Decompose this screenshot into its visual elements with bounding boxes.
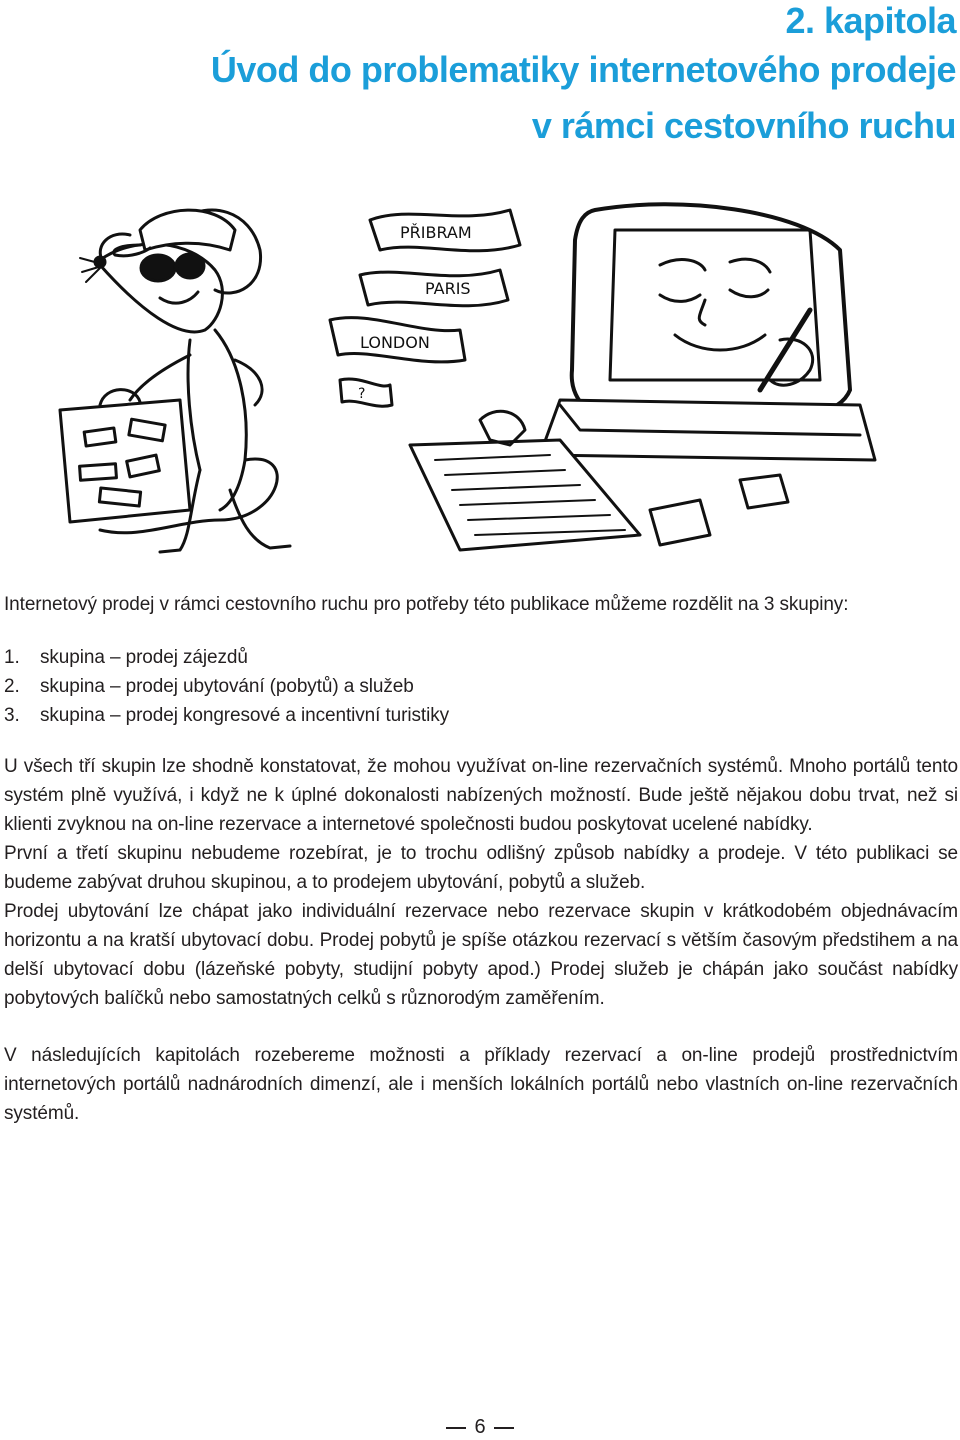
groups-list [4, 643, 958, 730]
list-item [4, 672, 958, 701]
list-item-text: skupina – prodej ubytování (pobytů) a služeb [40, 676, 414, 697]
sign-pribram: PŘIBRAM [400, 223, 472, 242]
page-number-value: 6 [474, 1416, 486, 1438]
paragraph-3: Prodej ubytování lze chápat jako individuální rezervace nebo rezervace skupin v krátkodobém objednávacím horizontu a na kratší ubytovací dobu. Prodej pobytů je spíše otázkou rezervací s větším časovým předstihem a na delší ubytovací dobu (lázeňské pobyty, studijní pobyty apod.) Prodej služeb je chápán jako součást nabídky pobytových balíčků nebo samostatných celků s různorodým zaměřením. [4, 901, 958, 1009]
list-item-text: skupina – prodej zájezdů [40, 647, 248, 668]
mouse-figure [60, 210, 290, 552]
main-content [4, 590, 958, 1128]
sign-question: ? [358, 386, 366, 402]
chapter-header [211, 0, 956, 154]
paragraph-4: V následujících kapitolách rozebereme možnosti a příklady rezervací a on-line prodejů prostřednictvím internetových portálů nadnárodních dimenzí, ale i menších lokálních portálů nebo vlastních on-line rezervačních systémů. [4, 1045, 958, 1124]
list-item-number: 1. [4, 647, 20, 668]
list-item-number: 3. [4, 705, 20, 726]
paragraph-1: U všech tří skupin lze shodně konstatovat, že mohou využívat on-line rezervačních systémů. Mnoho portálů tento systém plně využívá, i když ne k úplné dokonalosti nabízených možností. Bude ještě nějakou dobu trvat, než si klienti zvyknou na on-line rezervace a internetové společnosti budou poskytovat ucelené nabídky. [4, 756, 958, 835]
chapter-title-line-2: v rámci cestovního ruchu [531, 105, 956, 146]
sign-paris: PARIS [425, 279, 471, 298]
list-item [4, 643, 958, 672]
paragraph-2: První a třetí skupinu nebudeme rozebírat, je to trochu odlišný způsob nabídky a prodeje. V této publikaci se budeme zabývat druhou skupinou, a to prodejem ubytování, pobytů a služeb. [4, 843, 958, 893]
destination-signs [330, 210, 520, 406]
intro-paragraph: Internetový prodej v rámci cestovního ruchu pro potřeby této publikace můžeme rozdělit na 3 skupiny: [4, 594, 849, 615]
chapter-label: 2. kapitola [785, 0, 956, 41]
sign-london: LONDON [360, 333, 430, 352]
list-item-number: 2. [4, 676, 20, 697]
computer-figure [410, 204, 875, 550]
chapter-title-line-1: Úvod do problematiky internetového prodeje [210, 49, 956, 90]
page-number [0, 1414, 960, 1440]
list-item [4, 701, 958, 730]
list-item-text: skupina – prodej kongresové a incentivní turistiky [40, 705, 450, 726]
cartoon-illustration [40, 190, 920, 570]
